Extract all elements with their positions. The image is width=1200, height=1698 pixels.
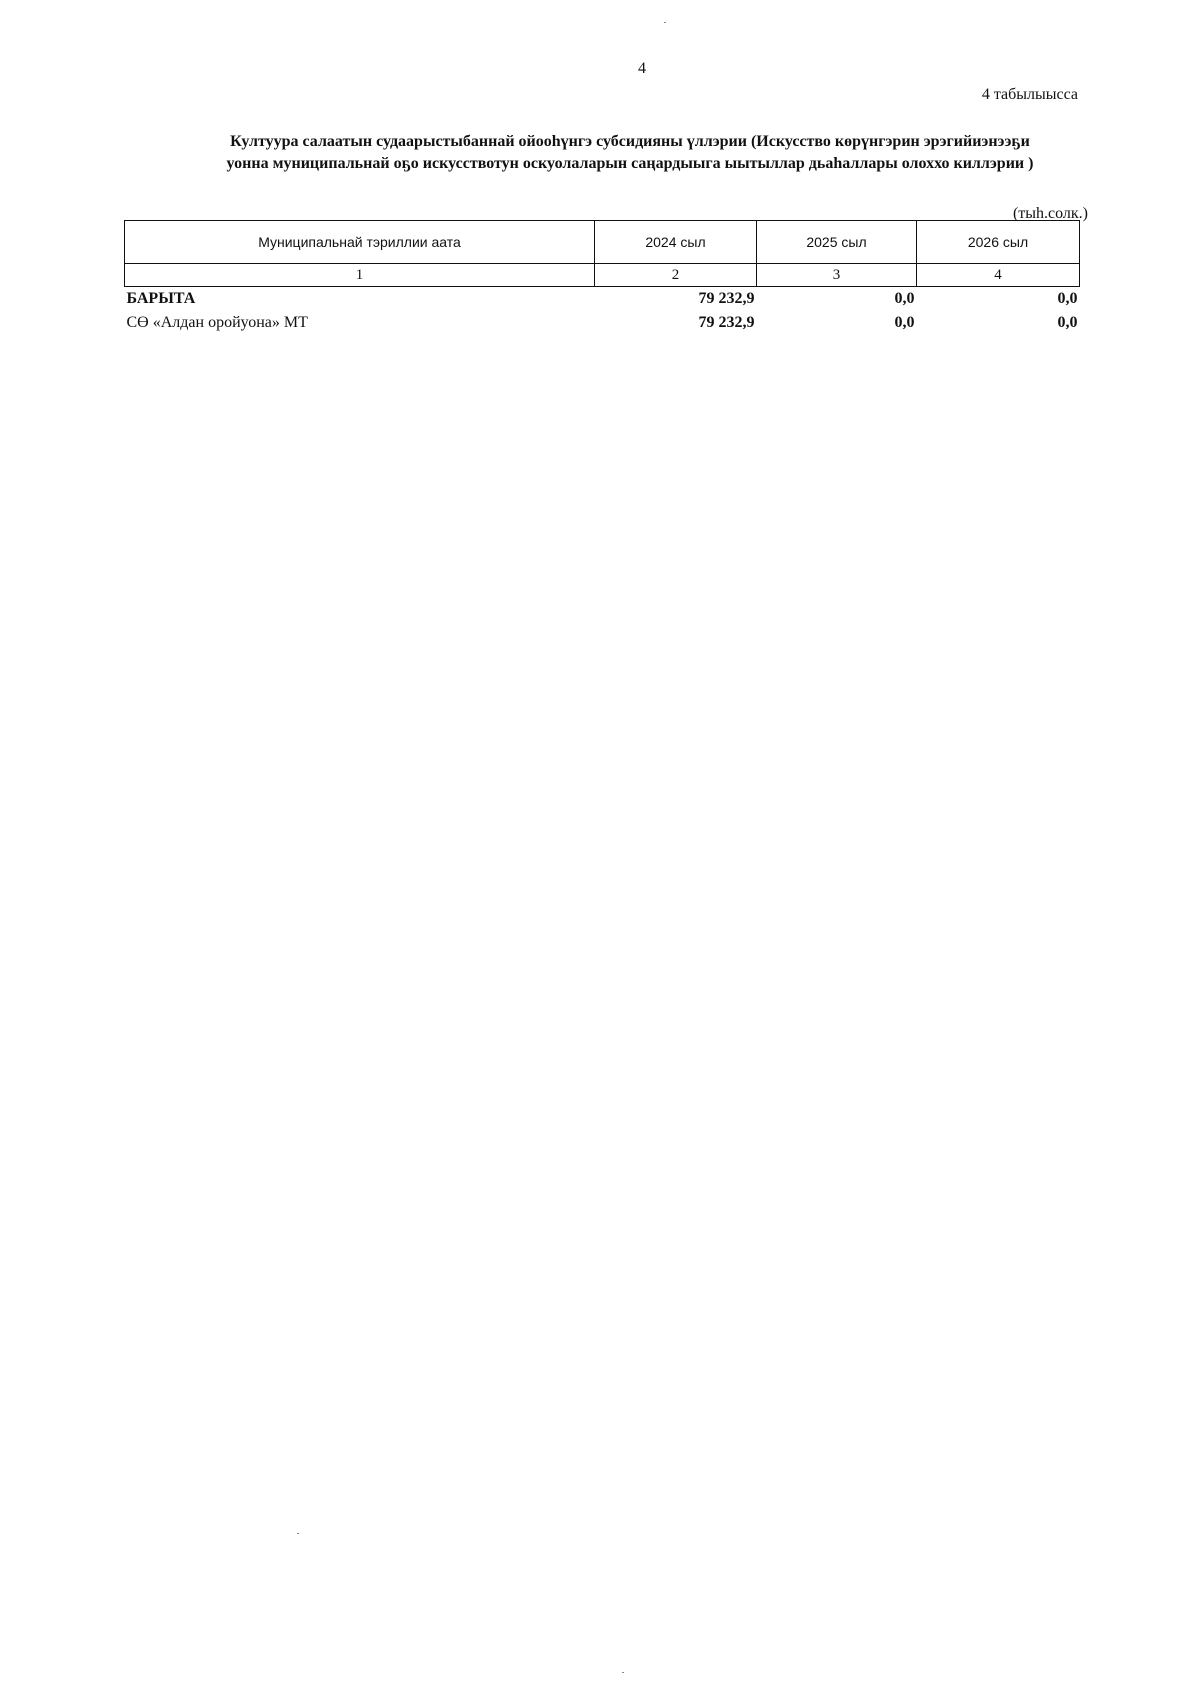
row-value-2025: 0,0 — [894, 314, 915, 331]
scan-speck — [664, 22, 666, 23]
table-row-total — [125, 287, 1080, 312]
document-title — [130, 131, 1130, 175]
column-number-row — [125, 264, 1080, 287]
header-2025: 2025 сыл — [757, 221, 917, 264]
row-name: БАРЫТА — [126, 290, 196, 307]
column-number-3: 3 — [757, 264, 917, 287]
header-municipality: Муниципальнай тэриллии аата — [125, 221, 595, 264]
subsidy-table-container — [124, 220, 1079, 335]
row-value-2024: 79 232,9 — [698, 314, 755, 331]
scan-speck — [297, 1533, 299, 1534]
row-value-2026: 0,0 — [1057, 290, 1078, 307]
table-header-row — [125, 221, 1080, 264]
column-number-4: 4 — [917, 264, 1080, 287]
units-label: (тыh.солк.) — [1012, 205, 1088, 222]
appendix-label: 4 табылыысса — [981, 86, 1078, 103]
row-value-2024: 79 232,9 — [698, 290, 755, 307]
row-value-2026: 0,0 — [1057, 314, 1078, 331]
scan-speck — [622, 1672, 624, 1673]
page-number: 4 — [638, 60, 646, 77]
column-number-2: 2 — [595, 264, 757, 287]
table-row — [125, 311, 1080, 335]
row-name: СӨ «Алдан оройуона» МТ — [126, 314, 308, 331]
document-title-line-2: уонна муниципальнай оҕо искусствотун оскуолаларын саңардыыга ыытыллар дьаһаллары олоххо киллэрии ) — [226, 155, 1034, 172]
subsidy-table — [124, 220, 1080, 335]
row-value-2025: 0,0 — [894, 290, 915, 307]
header-2026: 2026 сыл — [917, 221, 1080, 264]
column-number-1: 1 — [125, 264, 595, 287]
document-title-line-1: Култуура салаатын судаарыстыбаннай ойоoһүнгэ субсидияны үллэрии (Искусство көрүнгэрин эрэгийиэнээҕи — [230, 133, 1030, 150]
header-2024: 2024 сыл — [595, 221, 757, 264]
